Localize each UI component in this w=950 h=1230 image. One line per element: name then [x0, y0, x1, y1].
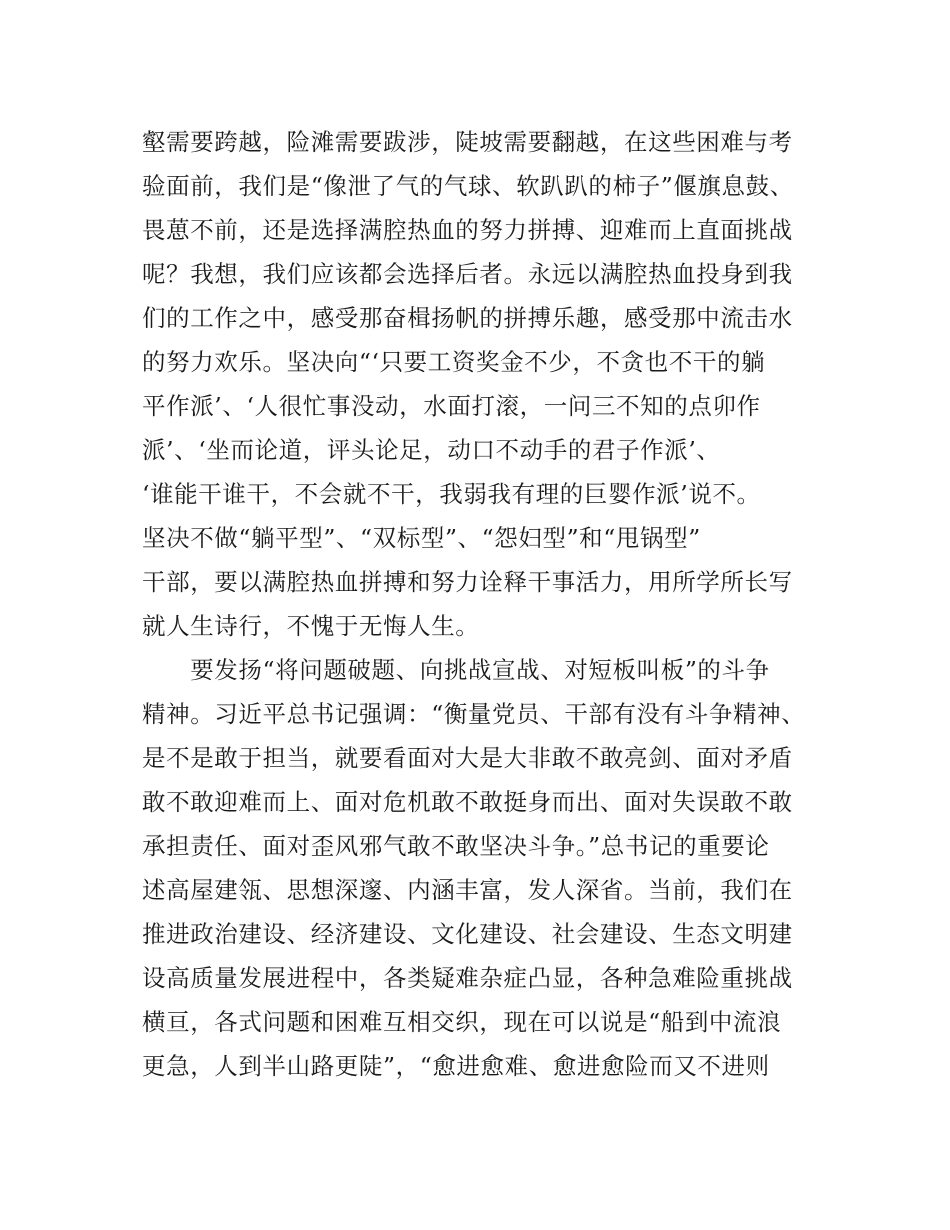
text-line: 呢？我想，我们应该都会选择后者。永远以满腔热血投身到我	[142, 260, 793, 288]
paragraph-2	[142, 648, 822, 1088]
text-line: 的努力欢乐。坚决向“‘只要工资奖金不少，不贪也不干的躺	[142, 348, 766, 376]
text-line: 设高质量发展进程中，各类疑难杂症凸显，各种急难险重挑战	[142, 964, 793, 992]
text-line: 派’、‘坐而论道，评头论足，动口不动手的君子作派’、	[142, 436, 721, 464]
text-line: 承担责任、面对歪风邪气敢不敢坚决斗争。”总书记的重要论	[142, 832, 770, 860]
text-line: 要发扬“将问题破题、向挑战宣战、对短板叫板”的斗争	[142, 656, 770, 684]
text-line: 更急，人到半山路更陡”，“愈进愈难、愈进愈险而又不进则	[142, 1052, 770, 1080]
text-line: ‘谁能干谁干，不会就不干，我弱我有理的巨婴作派’说不。	[142, 480, 761, 508]
text-line: 们的工作之中，感受那奋楫扬帆的拼搏乐趣，感受那中流击水	[142, 304, 793, 332]
text-line: 精神。习近平总书记强调：“衡量党员、干部有没有斗争精神、	[142, 700, 806, 728]
paragraph-1	[142, 120, 822, 648]
text-line: 壑需要跨越，险滩需要跋涉，陡坡需要翻越，在这些困难与考	[142, 128, 793, 156]
text-line: 横亘，各式问题和困难互相交织，现在可以说是“船到中流浪	[142, 1008, 782, 1036]
text-line: 推进政治建设、经济建设、文化建设、社会建设、生态文明建	[142, 920, 793, 948]
text-line: 坚决不做“躺平型”、“双标型”、“怨妇型”和“甩锅型”	[142, 524, 701, 552]
text-line: 是不是敢于担当，就要看面对大是大非敢不敢亮剑、面对矛盾	[142, 744, 793, 772]
text-line: 敢不敢迎难而上、面对危机敢不敢挺身而出、面对失误敢不敢	[142, 788, 793, 816]
text-line: 平作派’、‘人很忙事没动，水面打滚，一问三不知的点卯作	[142, 392, 761, 420]
text-line: 验面前，我们是“像泄了气的气球、软趴趴的柿子”偃旗息鼓、	[142, 172, 794, 200]
text-line: 畏葸不前，还是选择满腔热血的努力拼搏、迎难而上直面挑战	[142, 216, 793, 244]
text-line: 就人生诗行，不愧于无悔人生。	[142, 612, 480, 640]
text-line: 述高屋建瓴、思想深邃、内涵丰富，发人深省。当前，我们在	[142, 876, 793, 904]
text-line: 干部，要以满腔热血拼搏和努力诠释干事活力，用所学所长写	[142, 568, 793, 596]
